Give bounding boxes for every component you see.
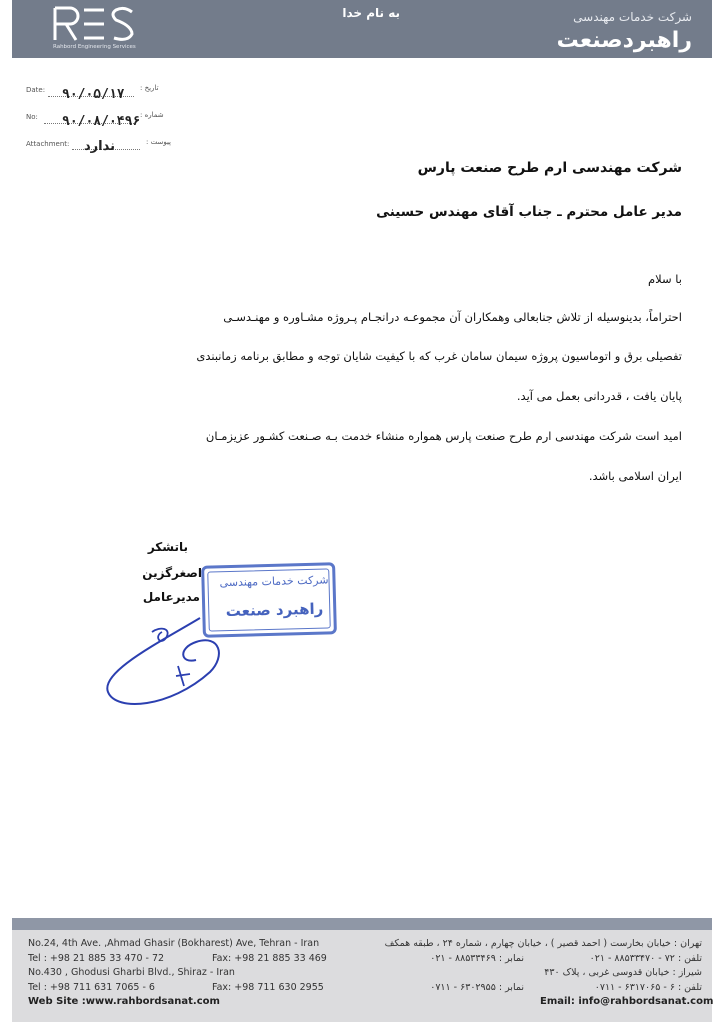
greeting: با سلام bbox=[648, 272, 682, 286]
paragraph-line: ایران اسلامی باشد. bbox=[588, 469, 682, 483]
company-name: راهبردصنعت bbox=[556, 28, 692, 53]
signature-thanks: باتشکر bbox=[147, 540, 188, 554]
date-value: ۹۰/۰۵/۱۷ bbox=[62, 87, 125, 102]
attachment-value: ندارد bbox=[84, 139, 116, 154]
website-link[interactable]: Web Site :www.rahbordsanat.com bbox=[28, 996, 220, 1007]
recipient-title: مدیر عامل محترم ـ جناب آقای مهندس حسینی bbox=[376, 204, 682, 220]
stamp-line2: راهبرد صنعت bbox=[225, 599, 324, 621]
date-label-fa: تاریخ : bbox=[140, 84, 159, 92]
attachment-label-en: Attachment: bbox=[26, 140, 70, 148]
tehran-fax-en: Fax: +98 21 885 33 469 bbox=[212, 953, 327, 964]
paragraph-line: احتراماً، بدینوسیله از تلاش جنابعالی وهمکاران آن مجموعـه درانجـام پـروژه مشـاوره و مهنـدسـی bbox=[223, 310, 682, 324]
shiraz-fax-en: Fax: +98 711 630 2955 bbox=[212, 982, 324, 993]
basmala: به نام خدا bbox=[342, 6, 400, 20]
tehran-address-en: No.24, 4th Ave. ,Ahmad Ghasir (Bokharest) Ave, Tehran - Iran bbox=[28, 938, 320, 949]
number-value: ۹۰/۰۸/۰۴۹۶ bbox=[62, 114, 141, 129]
tehran-tel-en: Tel : +98 21 885 33 470 - 72 bbox=[28, 953, 165, 964]
email-link[interactable]: Email: info@rahbordsanat.com bbox=[540, 996, 714, 1007]
number-label-fa: شماره : bbox=[140, 111, 164, 119]
recipient-company: شرکت مهندسی ارم طرح صنعت پارس bbox=[417, 160, 682, 176]
signer-role: مدیرعامل bbox=[142, 590, 200, 604]
footer-bar bbox=[12, 918, 712, 930]
stamp-line1: شرکت خدمات مهندسی bbox=[219, 573, 329, 590]
shiraz-address-fa: شیراز : خیابان قدوسی غربی ، پلاک ۴۳۰ bbox=[544, 967, 702, 978]
handwritten-signature-icon bbox=[100, 612, 240, 722]
number-label-en: No: bbox=[26, 113, 38, 121]
signer-name: اصغرگزین bbox=[142, 566, 202, 580]
shiraz-tel-en: Tel : +98 711 631 7065 - 6 bbox=[28, 982, 155, 993]
company-subtitle: شرکت خدمات مهندسی bbox=[573, 10, 692, 24]
tehran-tel-fa: تلفن : ۷۲ - ۸۸۵۳۳۴۷۰ - ۰۲۱ bbox=[589, 953, 702, 964]
shiraz-tel-fa: تلفن : ۶ - ۶۳۱۷۰۶۵ - ۰۷۱۱ bbox=[594, 982, 702, 993]
paragraph-line: پایان یافت ، قدردانی بعمل می آید. bbox=[516, 389, 682, 403]
tehran-fax-fa: نمابر : ۸۸۵۳۳۴۶۹ - ۰۲۱ bbox=[430, 953, 524, 964]
shiraz-address-en: No.430 , Ghodusi Gharbi Blvd., Shiraz - Iran bbox=[28, 967, 235, 978]
logo-subtitle: Rahbord Engineering Services bbox=[53, 44, 136, 50]
shiraz-fax-fa: نمابر : ۶۳۰۲۹۵۵ - ۰۷۱۱ bbox=[430, 982, 524, 993]
paragraph-line: امید است شرکت مهندسی ارم طرح صنعت پارس همواره منشاء خدمت بـه صـنعت کشـور عزیزمـان bbox=[205, 429, 682, 443]
date-label-en: Date: bbox=[26, 86, 46, 94]
attachment-label-fa: پیوست : bbox=[146, 138, 171, 146]
paragraph-line: تفصیلی برق و اتوماسیون پروژه سیمان سامان غرب که با کیفیت شایان توجه و مطابق برنامه زمانبندی bbox=[196, 349, 682, 363]
tehran-address-fa: تهران : خیابان بخارست ( احمد قصیر ) ، خیابان چهارم ، شماره ۲۴ ، طبقه همکف bbox=[384, 938, 702, 949]
